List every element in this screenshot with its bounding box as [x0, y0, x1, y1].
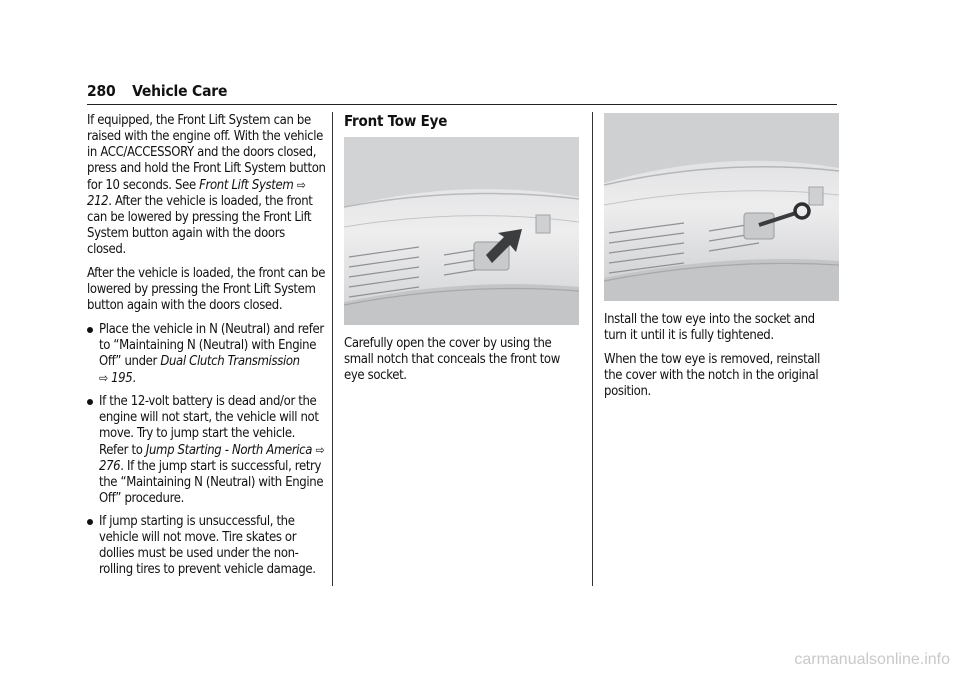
- header-rule: [87, 104, 837, 105]
- watermark: carmanualsonline.info: [794, 651, 950, 668]
- tow-eye-illustration: [604, 113, 839, 301]
- column-divider-1: [332, 112, 333, 586]
- bullet-icon: [87, 519, 93, 525]
- figure-tow-eye-cover: [344, 137, 579, 325]
- bullet-icon: [87, 399, 93, 405]
- paragraph-install-eye: Install the tow eye into the socket and turn it until it is fully tightened.: [604, 312, 815, 343]
- page-header: [87, 82, 837, 102]
- xref-arrow-icon: ⇨: [296, 178, 306, 192]
- page-number: 280: [87, 82, 116, 100]
- paragraph-front-lift: If equipped, the Front Lift System can be raised with the engine off. With the vehicle in ACC/ACCESSORY and the doors closed, press and hold the Front Lift System button for 10 seconds. See Front Lift System ⇨ 212. After the vehicle is loaded, the front can be lowered by pressing the Front Lift System button again with the doors closed.: [87, 113, 326, 257]
- bullet-icon: [87, 327, 93, 333]
- column-middle: [344, 113, 580, 135]
- front-tow-eye-heading: Front Tow Eye: [344, 112, 448, 130]
- bullet-list: [87, 322, 327, 578]
- column-left: [87, 113, 327, 585]
- caption-open-cover: Carefully open the cover by using the small notch that conceals the front tow eye socket.: [344, 336, 560, 383]
- paragraph-lowered: After the vehicle is loaded, the front can be lowered by pressing the Front Lift System button again with the doors closed.: [87, 266, 326, 313]
- column-divider-2: [592, 112, 593, 586]
- bumper-cover-illustration: [344, 137, 579, 325]
- figure-tow-eye-installed: [604, 113, 839, 301]
- xref-dual-clutch-transmission[interactable]: Dual Clutch Transmission ⇨ 195: [99, 354, 300, 386]
- list-item: If the 12-volt battery is dead and/or the engine will not start, the vehicle will not move. Try to jump start the vehicle. Refer to Jump Starting - North America ⇨ 276. If the jump start is successful, retry the “Maintaining N (Neutral) with Engine Off” procedure.: [87, 394, 327, 507]
- xref-arrow-icon: ⇨: [315, 443, 325, 457]
- xref-front-lift-system[interactable]: Front Lift System ⇨ 212: [87, 178, 306, 209]
- column-right: [604, 312, 840, 408]
- list-item: Place the vehicle in N (Neutral) and refer to “Maintaining N (Neutral) with Engine Off” under Dual Clutch Transmission ⇨ 195.: [87, 322, 327, 387]
- paragraph-reinstall-cover: When the tow eye is removed, reinstall the cover with the notch in the original position.: [604, 352, 820, 399]
- list-item: If jump starting is unsuccessful, the vehicle will not move. Tire skates or dollies must be used under the non-rolling tires to prevent vehicle damage.: [87, 514, 327, 578]
- section-title: Vehicle Care: [132, 82, 228, 100]
- xref-jump-starting[interactable]: Jump Starting - North America ⇨ 276: [99, 443, 325, 474]
- xref-arrow-icon: ⇨: [99, 371, 108, 385]
